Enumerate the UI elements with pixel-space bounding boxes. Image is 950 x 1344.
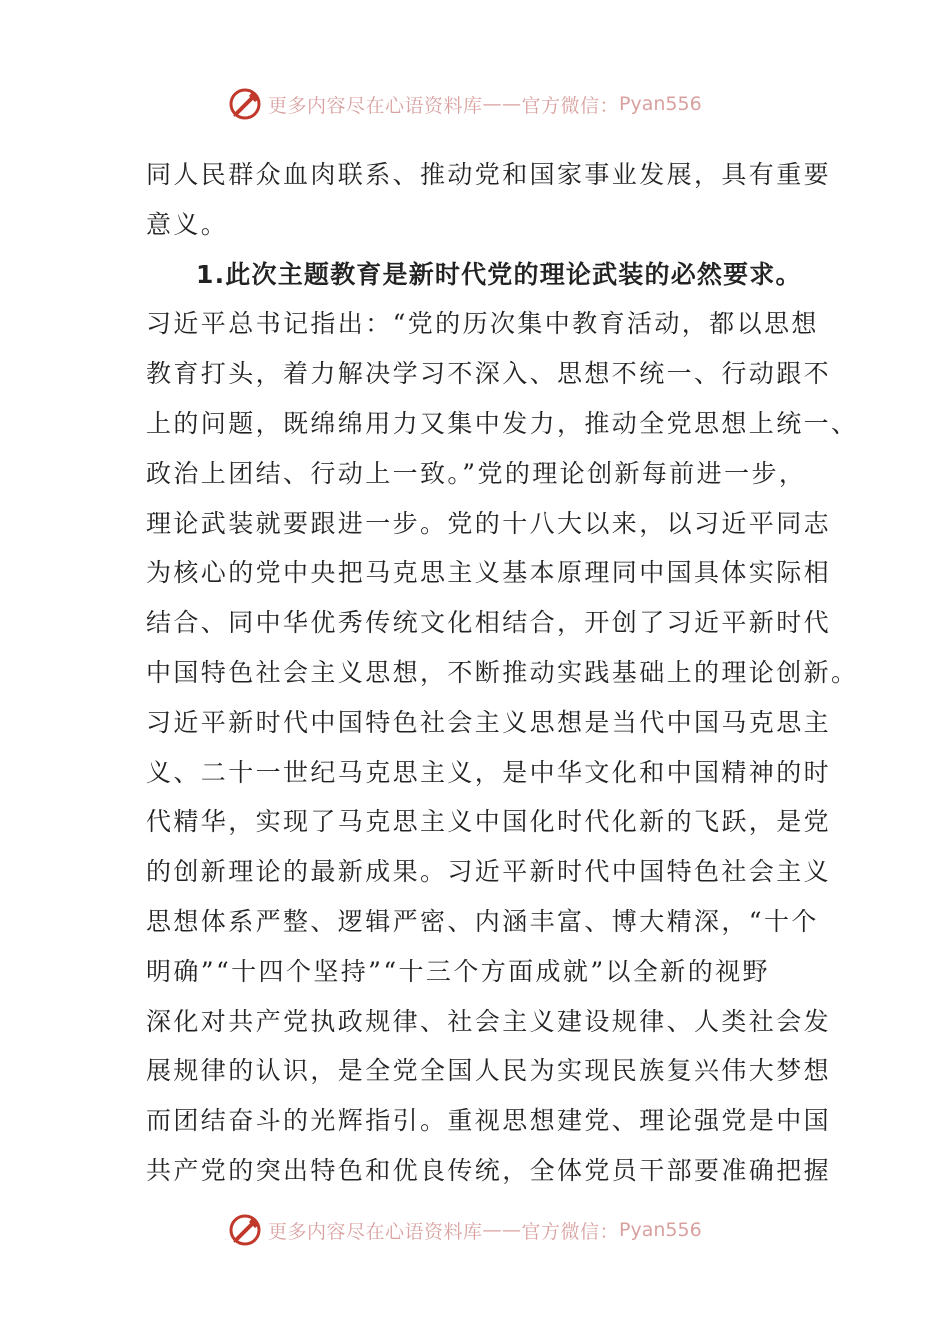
- body-line: 的创新理论的最新成果。习近平新时代中国特色社会主义: [146, 857, 832, 887]
- header-banner-title: 更多内容尽在心语资料库: [268, 94, 483, 117]
- pen-logo-icon: [228, 86, 264, 122]
- section-heading: 1.此次主题教育是新时代党的理论武装的必然要求。: [196, 259, 802, 289]
- pen-logo-icon: [228, 1212, 264, 1248]
- body-line: 理论武装就要跟进一步。党的十八大以来，以习近平同志: [146, 508, 832, 538]
- body-line: 意义。: [146, 209, 229, 239]
- body-line: 展规律的认识，是全党全国人民为实现民族复兴伟大梦想: [146, 1056, 832, 1086]
- body-line: 明确”“十四个坚持”“十三个方面成就”以全新的视野: [146, 956, 770, 986]
- body-line: 而团结奋斗的光辉指引。重视思想建党、理论强党是中国: [146, 1106, 832, 1136]
- body-line: 结合、同中华优秀传统文化相结合，开创了习近平新时代: [146, 608, 832, 638]
- body-line: 政治上团结、行动上一致。”党的理论创新每前进一步，: [146, 458, 807, 488]
- footer-banner-dash: ——: [482, 1219, 522, 1241]
- header-banner-dash: ——: [482, 93, 522, 115]
- body-line: 义、二十一世纪马克思主义，是中华文化和中国精神的时: [146, 757, 832, 787]
- body-line: 习近平总书记指出：“党的历次集中教育活动，都以思想: [146, 309, 819, 339]
- body-line: 上的问题，既绵绵用力又集中发力，推动全党思想上统一、: [146, 408, 859, 438]
- document-body: [146, 150, 859, 1196]
- footer-banner-title: 更多内容尽在心语资料库: [268, 1220, 483, 1243]
- body-line: 为核心的党中央把马克思主义基本原理同中国具体实际相: [146, 558, 832, 588]
- header-banner-wechat-id: Pyan556: [619, 93, 702, 115]
- footer-banner: [228, 1210, 748, 1250]
- body-line: 深化对共产党执政规律、社会主义建设规律、人类社会发: [146, 1006, 832, 1036]
- header-banner-label: 官方微信：: [521, 94, 620, 117]
- footer-banner-wechat-id: Pyan556: [619, 1219, 702, 1241]
- footer-banner-label: 官方微信：: [521, 1220, 620, 1243]
- body-line: 习近平新时代中国特色社会主义思想是当代中国马克思主: [146, 707, 832, 737]
- body-line: 中国特色社会主义思想，不断推动实践基础上的理论创新。: [146, 657, 859, 687]
- body-line: 共产党的突出特色和优良传统，全体党员干部要准确把握: [146, 1155, 832, 1185]
- body-line: 思想体系严整、逻辑严密、内涵丰富、博大精深，“十个: [146, 906, 819, 936]
- body-line: 教育打头，着力解决学习不深入、思想不统一、行动跟不: [146, 359, 832, 389]
- body-line: 代精华，实现了马克思主义中国化时代化新的飞跃，是党: [146, 807, 832, 837]
- body-line: 同人民群众血肉联系、推动党和国家事业发展，具有重要: [146, 160, 832, 189]
- header-banner: [228, 84, 748, 124]
